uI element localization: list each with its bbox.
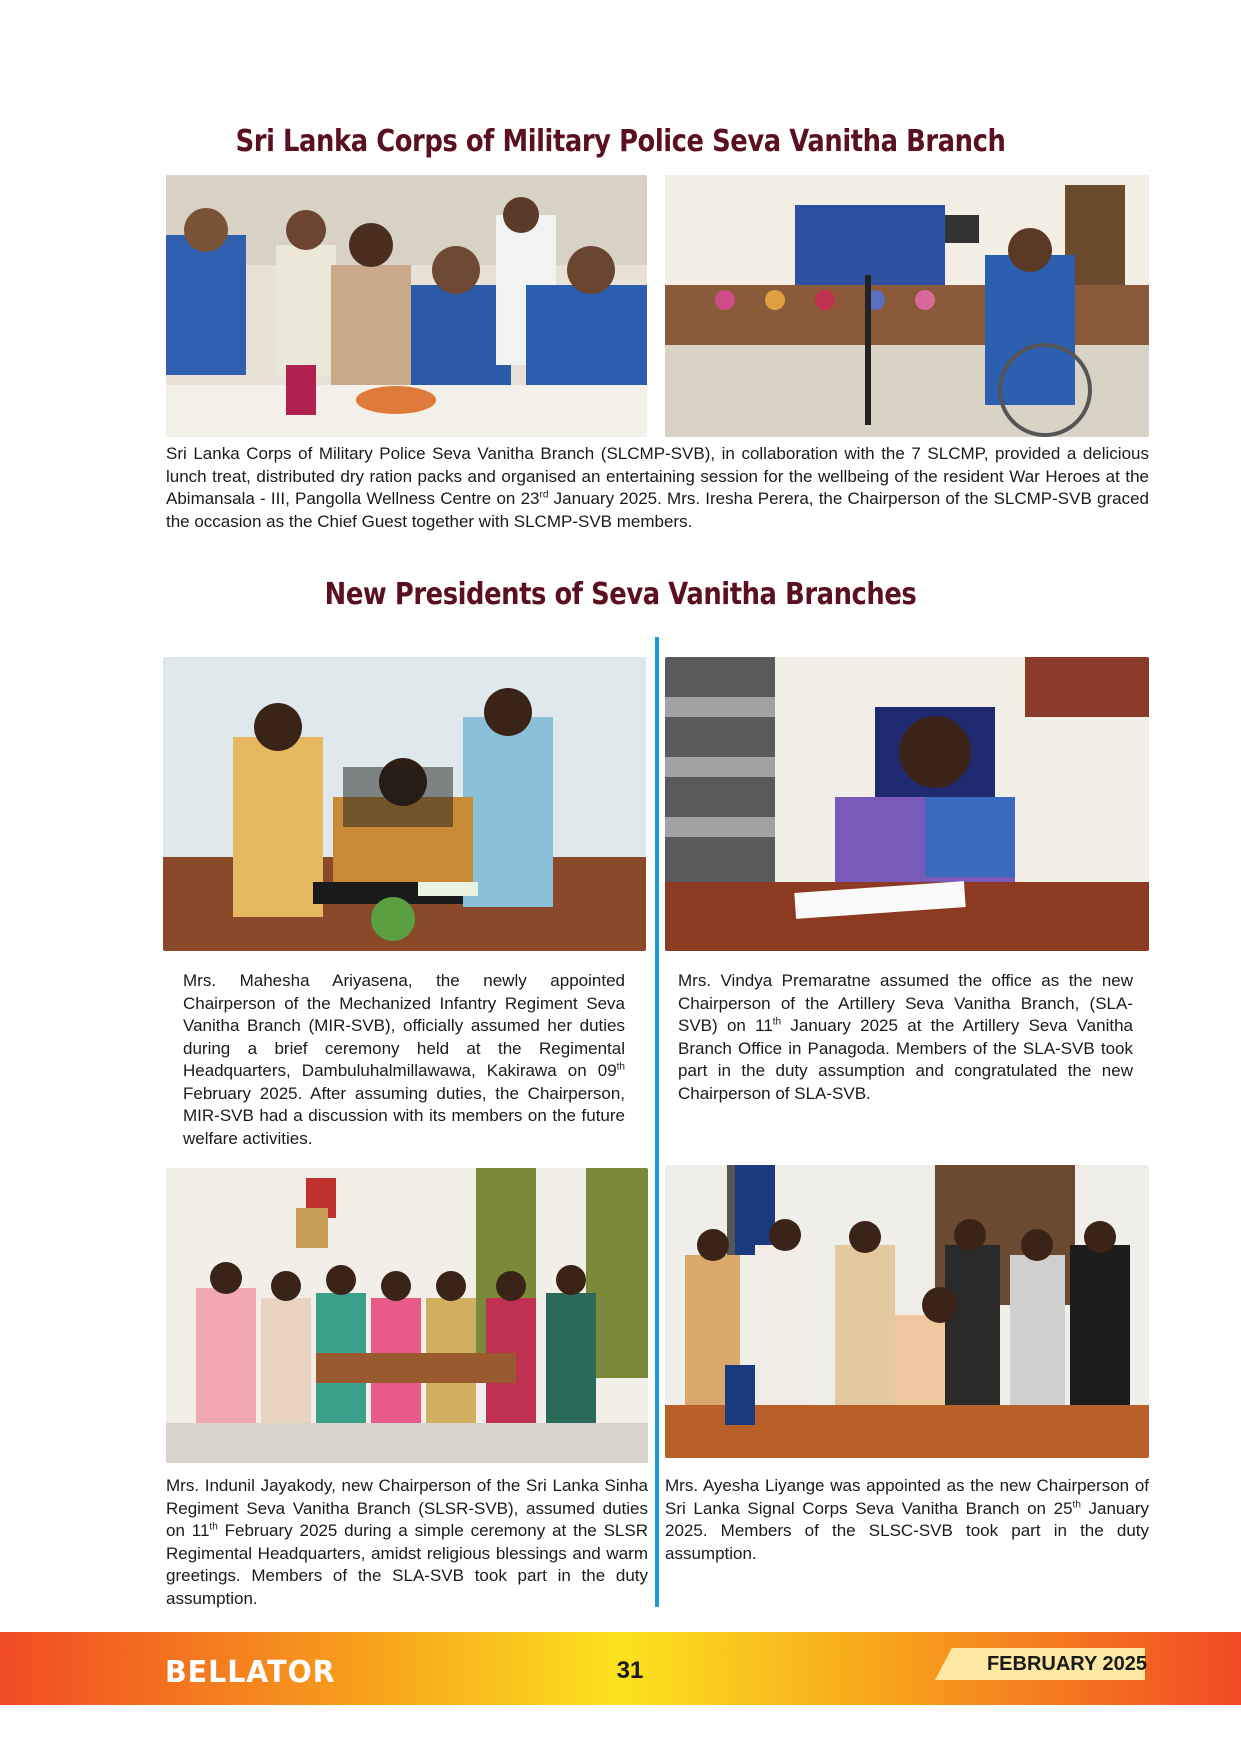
- caption-slsr-sup: th: [209, 1521, 218, 1533]
- caption-slcmp-sup: rd: [539, 489, 549, 501]
- column-divider: [655, 637, 659, 1607]
- caption-mir-text-2: February 2025. After assuming duties, the Chairperson, MIR-SVB had a discussion with its members on the future welfare activities.: [183, 1083, 625, 1148]
- photo-slsc-chairperson: [665, 1165, 1149, 1458]
- section-title-slcmp: Sri Lanka Corps of Military Police Seva Vanitha Branch: [235, 124, 1006, 159]
- caption-sla-text-2: January 2025 at the Artillery Seva Vanitha Branch Office in Panagoda. Members of the SLA-SVB took part in the duty assumption and congratulated the new Chairperson of SLA-SVB.: [678, 1016, 1133, 1103]
- photo-slsr-chairperson-image: [166, 1168, 648, 1463]
- photo-sla-chairperson-image: [665, 657, 1149, 951]
- caption-mir-text-1: Mrs. Mahesha Ariyasena, the newly appointed Chairperson of the Mechanized Infantry Regiment Seva Vanitha Branch (MIR-SVB), officially assumed her duties during a brief ceremony held at the Regimental Headquarters, Dambuluhalmillawawa, Kakirawa on 09: [183, 971, 625, 1080]
- photo-slsr-chairperson: [166, 1168, 648, 1463]
- caption-sla-sup: th: [772, 1016, 782, 1028]
- caption-slsr-text-1: Mrs. Indunil Jayakody, new Chairperson of the Sri Lanka Sinha Regiment Seva Vanitha Branch (SLSR-SVB), assumed duties on 11: [166, 1476, 648, 1540]
- photo-entertaining-session: [665, 175, 1149, 437]
- brand-logo: BELLATOR: [165, 1655, 336, 1690]
- caption-slsr: [166, 1475, 648, 1610]
- caption-slcmp-text-1: Sri Lanka Corps of Military Police Seva Vanitha Branch (SLCMP-SVB), in collaboration with the 7 SLCMP, provided a delicious lunch treat, distributed dry ration packs and organised an entertaining session for the wellbeing of the resident War Heroes at the Abimansala - III, Pangolla Wellness Centre on 23: [166, 444, 1149, 508]
- issue-date: FEBRUARY 2025: [986, 1653, 1147, 1675]
- caption-slsr-text-2: February 2025 during a simple ceremony at the SLSR Regimental Headquarters, amidst religious blessings and warm greetings. Members of the SLA-SVB took part in the duty assumption.: [166, 1521, 649, 1608]
- photo-slsc-chairperson-image: [665, 1165, 1149, 1458]
- caption-sla-text-1: Mrs. Vindya Premaratne assumed the office as the new Chairperson of the Artillery Seva Vanitha Branch, (SLA-SVB) on 11: [678, 971, 1133, 1035]
- photo-lunch-treat-image: [166, 175, 647, 437]
- caption-mir-sup: th: [616, 1061, 625, 1073]
- photo-entertaining-session-image: [665, 175, 1149, 437]
- caption-sla: [678, 970, 1133, 1105]
- caption-slcmp-text-2: January 2025. Mrs. Iresha Perera, the Chairperson of the SLCMP-SVB graced the occasion as the Chief Guest together with SLCMP-SVB members.: [166, 489, 1150, 531]
- photo-sla-chairperson: [665, 657, 1149, 951]
- photo-lunch-treat: [166, 175, 647, 437]
- page-number: 31: [616, 1657, 644, 1684]
- caption-slsc: [665, 1475, 1149, 1565]
- caption-slsc-text-2: January 2025. Members of the SLSC-SVB took part in the duty assumption.: [665, 1498, 1149, 1563]
- photo-mir-chairperson-image: [163, 657, 646, 951]
- caption-slsc-sup: th: [1072, 1498, 1081, 1510]
- photo-mir-chairperson: [163, 657, 646, 951]
- caption-slsc-text-1: Mrs. Ayesha Liyange was appointed as the new Chairperson of Sri Lanka Signal Corps Seva Vanitha Branch on 25: [665, 1476, 1149, 1518]
- caption-slcmp: [166, 443, 1149, 533]
- caption-mir: [183, 970, 625, 1150]
- section-title-new-presidents: New Presidents of Seva Vanitha Branches: [324, 577, 917, 612]
